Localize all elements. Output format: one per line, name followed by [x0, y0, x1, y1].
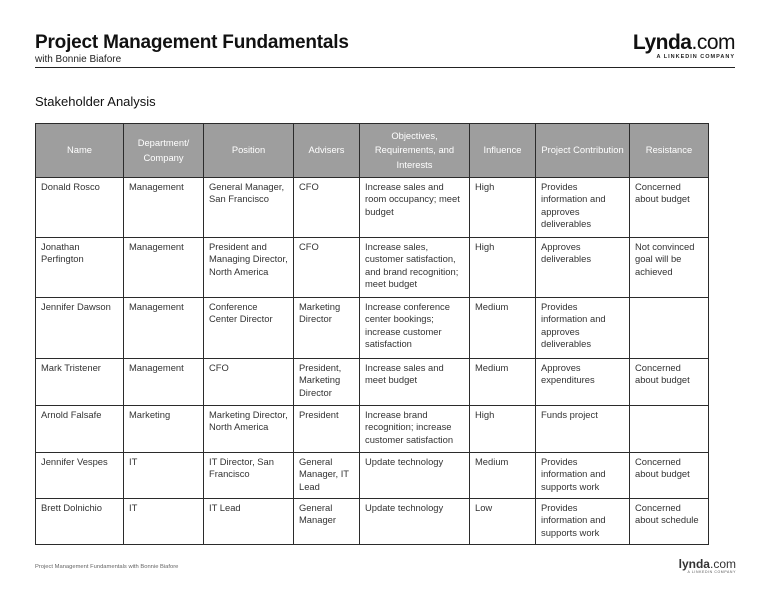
logo-name: Lynda: [632, 31, 692, 54]
cell-department: IT: [124, 453, 204, 499]
section-title: Stakeholder Analysis: [35, 94, 156, 109]
cell-name: Brett Dolnichio: [36, 499, 124, 545]
cell-position: General Manager, San Francisco: [204, 178, 294, 238]
cell-objectives: Update technology: [360, 499, 470, 545]
cell-influence: Medium: [470, 359, 536, 406]
cell-name: Donald Rosco: [36, 178, 124, 238]
cell-position: CFO: [204, 359, 294, 406]
cell-influence: High: [470, 238, 536, 298]
cell-contribution: Approves expenditures: [536, 359, 630, 406]
cell-department: Management: [124, 359, 204, 406]
cell-name: Jennifer Vespes: [36, 453, 124, 499]
footer-text: Project Management Fundamentals with Bonnie Biafore: [35, 564, 179, 570]
cell-advisers: General Manager, IT Lead: [294, 453, 360, 499]
footer-logo-name: lynda: [678, 557, 710, 571]
cell-objectives: Increase sales and room occupancy; meet budget: [360, 178, 470, 238]
logo-tagline: A LINKEDIN COMPANY: [656, 54, 735, 60]
cell-name: Mark Tristener: [36, 359, 124, 406]
column-header-name: Name: [36, 124, 124, 178]
cell-objectives: Increase brand recognition; increase customer satisfaction: [360, 406, 470, 453]
cell-department: Management: [124, 238, 204, 298]
header-rule: [35, 67, 735, 68]
document-subtitle: with Bonnie Biafore: [35, 54, 122, 65]
cell-advisers: General Manager: [294, 499, 360, 545]
table-row: [36, 359, 709, 406]
stakeholder-table: [35, 123, 709, 545]
cell-influence: Medium: [470, 453, 536, 499]
column-header-contribution: Project Contribution: [536, 124, 630, 178]
cell-department: Marketing: [124, 406, 204, 453]
cell-resistance: Concerned about budget: [630, 359, 709, 406]
cell-influence: Medium: [470, 298, 536, 359]
cell-advisers: CFO: [294, 178, 360, 238]
cell-resistance: [630, 298, 709, 359]
cell-contribution: Funds project: [536, 406, 630, 453]
cell-contribution: Approves deliverables: [536, 238, 630, 298]
table-row: [36, 178, 709, 238]
cell-department: Management: [124, 178, 204, 238]
cell-objectives: Increase sales, customer satisfaction, and brand recognition; meet budget: [360, 238, 470, 298]
cell-advisers: President, Marketing Director: [294, 359, 360, 406]
cell-influence: High: [470, 406, 536, 453]
cell-name: Jonathan Perfington: [36, 238, 124, 298]
footer-logo: [679, 558, 736, 574]
cell-position: President and Managing Director, North America: [204, 238, 294, 298]
footer-logo-suffix: .com: [709, 557, 736, 571]
cell-name: Jennifer Dawson: [36, 298, 124, 359]
column-header-objectives: Objectives, Requirements, and Interests: [360, 124, 470, 178]
cell-objectives: Increase sales and meet budget: [360, 359, 470, 406]
logo-suffix: .com: [691, 31, 735, 54]
cell-influence: Low: [470, 499, 536, 545]
column-header-department: Department/ Company: [124, 124, 204, 178]
cell-resistance: Concerned about schedule: [630, 499, 709, 545]
cell-position: Marketing Director, North America: [204, 406, 294, 453]
footer-logo-wordmark: [679, 558, 736, 570]
cell-contribution: Provides information and supports work: [536, 453, 630, 499]
footer-logo-tagline: A LINKEDIN COMPANY: [687, 570, 736, 574]
cell-position: IT Lead: [204, 499, 294, 545]
cell-advisers: Marketing Director: [294, 298, 360, 359]
cell-resistance: Concerned about budget: [630, 453, 709, 499]
lynda-logo: [633, 32, 735, 60]
column-header-advisers: Advisers: [294, 124, 360, 178]
cell-department: Management: [124, 298, 204, 359]
column-header-position: Position: [204, 124, 294, 178]
cell-contribution: Provides information and approves deliverables: [536, 298, 630, 359]
column-header-resistance: Resistance: [630, 124, 709, 178]
cell-position: IT Director, San Francisco: [204, 453, 294, 499]
cell-position: Conference Center Director: [204, 298, 294, 359]
cell-advisers: President: [294, 406, 360, 453]
table-row: [36, 499, 709, 545]
cell-department: IT: [124, 499, 204, 545]
cell-objectives: Update technology: [360, 453, 470, 499]
cell-objectives: Increase conference center bookings; increase customer satisfaction: [360, 298, 470, 359]
table-header-row: [36, 124, 709, 178]
cell-contribution: Provides information and approves deliverables: [536, 178, 630, 238]
cell-influence: High: [470, 178, 536, 238]
document-header: [35, 32, 735, 68]
cell-resistance: Concerned about budget: [630, 178, 709, 238]
table-row: [36, 238, 709, 298]
document-title: Project Management Fundamentals: [35, 32, 349, 53]
table-row: [36, 406, 709, 453]
cell-contribution: Provides information and supports work: [536, 499, 630, 545]
cell-advisers: CFO: [294, 238, 360, 298]
cell-resistance: [630, 406, 709, 453]
logo-wordmark: [633, 32, 735, 53]
column-header-influence: Influence: [470, 124, 536, 178]
table-row: [36, 298, 709, 359]
cell-name: Arnold Falsafe: [36, 406, 124, 453]
table-row: [36, 453, 709, 499]
cell-resistance: Not convinced goal will be achieved: [630, 238, 709, 298]
